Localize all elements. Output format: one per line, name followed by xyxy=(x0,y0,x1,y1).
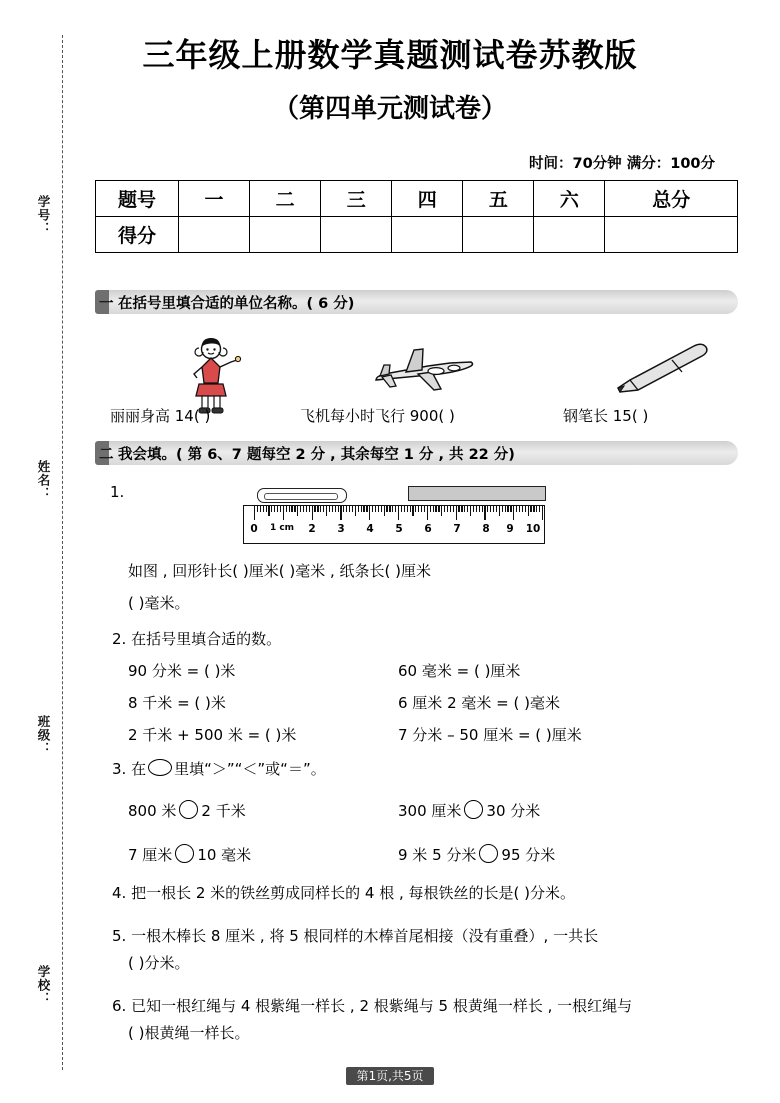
compare-right-c: 10 毫米 xyxy=(197,846,252,864)
page-title: 三年级上册数学真题测试卷苏教版 xyxy=(142,36,638,74)
time-and-total-score: 时间：70分钟 满分：100分 xyxy=(529,156,715,172)
table-cell: 三 xyxy=(321,181,392,217)
question-3-row-2-right[interactable] xyxy=(398,844,555,865)
table-cell: 二 xyxy=(250,181,321,217)
question-2-row-1-right[interactable]: 60 毫米 = ( )厘米 xyxy=(398,662,521,680)
compare-left-a: 800 米 xyxy=(128,802,177,820)
compare-right-a: 2 千米 xyxy=(201,802,246,820)
airplane-illustration xyxy=(370,340,480,402)
circle-blank-icon[interactable] xyxy=(464,800,483,819)
table-row xyxy=(96,217,738,253)
ruler-number: 4 xyxy=(366,523,374,535)
compare-left-d: 9 米 5 分米 xyxy=(398,846,477,864)
question-3-row-1-right[interactable] xyxy=(398,800,540,821)
table-cell: 题号 xyxy=(96,181,179,217)
table-cell-blank[interactable] xyxy=(392,217,463,253)
circle-blank-icon[interactable] xyxy=(479,844,498,863)
question-3-row-1-left[interactable] xyxy=(128,800,246,821)
side-label-student-id: 学号： xyxy=(36,195,50,236)
question-5-line-2[interactable]: ( )分米。 xyxy=(128,954,190,972)
table-cell: 六 xyxy=(534,181,605,217)
page-footer xyxy=(0,1067,780,1085)
section-2-marker: 二 xyxy=(99,447,114,463)
question-2-row-2-right[interactable]: 6 厘米 2 毫米 = ( )毫米 xyxy=(398,694,560,712)
ruler-number: 8 xyxy=(482,523,490,535)
side-label-name: 姓名： xyxy=(36,460,50,501)
score-table xyxy=(95,180,738,253)
ruler-body xyxy=(243,505,545,544)
table-cell-blank[interactable] xyxy=(321,217,392,253)
oval-blank-icon[interactable] xyxy=(148,759,172,776)
table-cell-blank[interactable] xyxy=(250,217,321,253)
circle-blank-icon[interactable] xyxy=(179,800,198,819)
question-2-row-2-left[interactable]: 8 千米 = ( )米 xyxy=(128,694,226,712)
page-subtitle: （第四单元测试卷） xyxy=(272,94,507,124)
ruler-number: 2 xyxy=(308,523,316,535)
ruler-number: 9 xyxy=(506,523,514,535)
girl-illustration xyxy=(185,336,245,414)
circle-blank-icon[interactable] xyxy=(175,844,194,863)
pen-illustration xyxy=(610,340,715,400)
table-row xyxy=(96,181,738,217)
compare-right-d: 95 分米 xyxy=(501,846,556,864)
question-1-line-1[interactable]: 如图 , 回形针长( )厘米( )毫米 , 纸条长( )厘米 xyxy=(128,562,432,580)
section-1-marker: 一 xyxy=(99,296,114,312)
ruler-number: 3 xyxy=(337,523,345,535)
question-3-heading-prefix: 3. 在 xyxy=(112,760,147,778)
section-1-title: 在括号里填合适的单位名称。( 6 分) xyxy=(118,296,355,312)
ruler-number: 7 xyxy=(453,523,461,535)
ruler-unit-label: 1 cm xyxy=(269,523,295,533)
ruler-number: 5 xyxy=(395,523,403,535)
table-cell: 四 xyxy=(392,181,463,217)
question-2-heading: 2. 在括号里填合适的数。 xyxy=(112,630,282,648)
side-label-class: 班级： xyxy=(36,715,50,756)
question-6-line-2[interactable]: ( )根黄绳一样长。 xyxy=(128,1024,250,1042)
ruler-number: 6 xyxy=(424,523,432,535)
side-label-school: 学校： xyxy=(36,965,50,1006)
table-cell: 一 xyxy=(179,181,250,217)
paperclip-shape xyxy=(257,488,347,503)
question-3-heading xyxy=(112,758,326,779)
page-footer-label: 第1页,共5页 xyxy=(346,1067,433,1085)
ruler-number-row xyxy=(244,523,544,539)
table-cell-blank[interactable] xyxy=(605,217,738,253)
table-cell-blank[interactable] xyxy=(534,217,605,253)
question-6-line-1: 6. 已知一根红绳与 4 根紫绳一样长 , 2 根紫绳与 5 根黄绳一样长 , 一根红绳与 xyxy=(112,997,633,1015)
question-1-number: 1. xyxy=(110,483,125,501)
section-2-title: 我会填。( 第 6、7 题每空 2 分 , 其余每空 1 分 , 共 22 分) xyxy=(118,447,515,463)
question-2-row-3-right[interactable]: 7 分米 – 50 厘米 = ( )厘米 xyxy=(398,726,582,744)
left-dashed-rule xyxy=(62,35,63,1070)
table-cell: 得分 xyxy=(96,217,179,253)
table-cell: 五 xyxy=(463,181,534,217)
unit-blank-item-2[interactable]: 飞机每小时飞行 900( ) xyxy=(300,407,455,425)
ruler-illustration xyxy=(243,482,543,544)
paper-strip-shape xyxy=(408,486,546,501)
question-5-line-1: 5. 一根木棒长 8 厘米 , 将 5 根同样的木棒首尾相接（没有重叠）, 一共长 xyxy=(112,927,599,945)
question-1-line-2[interactable]: ( )毫米。 xyxy=(128,594,190,612)
question-2-row-3-left[interactable]: 2 千米 + 500 米 = ( )米 xyxy=(128,726,297,744)
table-cell: 总分 xyxy=(605,181,738,217)
compare-left-c: 7 厘米 xyxy=(128,846,173,864)
unit-blank-item-1[interactable]: 丽丽身高 14( ) xyxy=(110,407,211,425)
table-cell-blank[interactable] xyxy=(463,217,534,253)
question-2-row-1-left[interactable]: 90 分米 = ( )米 xyxy=(128,662,236,680)
question-3-heading-suffix: 里填“＞”“＜”或“＝”。 xyxy=(174,760,326,778)
question-4[interactable]: 4. 把一根长 2 米的铁丝剪成同样长的 4 根 , 每根铁丝的长是( )分米。 xyxy=(112,884,576,902)
question-3-row-2-left[interactable] xyxy=(128,844,251,865)
compare-left-b: 300 厘米 xyxy=(398,802,462,820)
table-cell-blank[interactable] xyxy=(179,217,250,253)
unit-blank-item-3[interactable]: 钢笔长 15( ) xyxy=(563,407,649,425)
ruler-number: 0 xyxy=(250,523,258,535)
compare-right-b: 30 分米 xyxy=(486,802,541,820)
ruler-number: 10 xyxy=(525,523,541,535)
